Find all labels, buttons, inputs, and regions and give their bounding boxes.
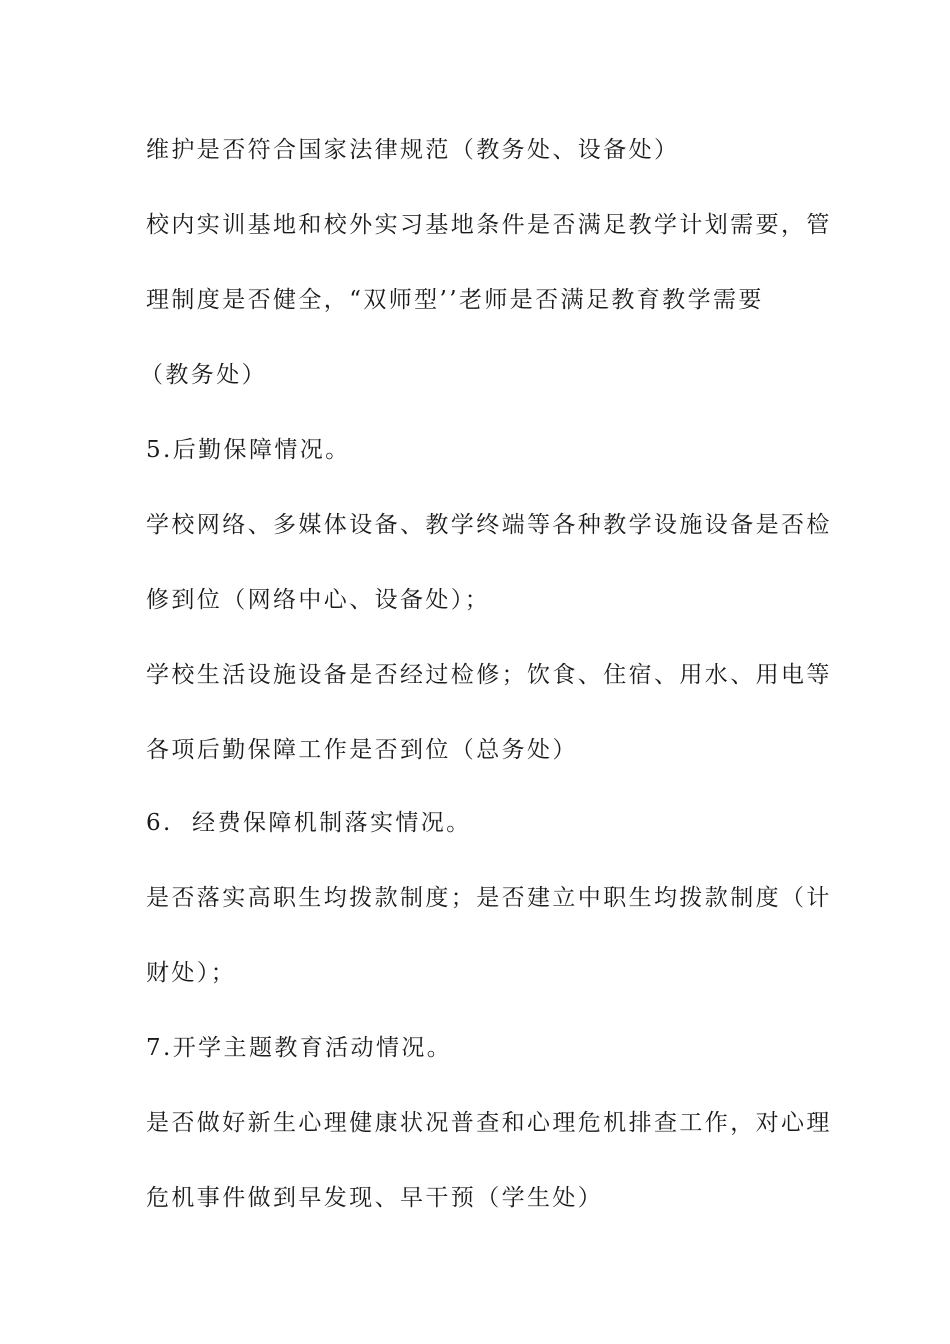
text-line-8: 学校生活设施设备是否经过检修；饮食、住宿、用水、用电等	[146, 662, 832, 688]
section-heading-6: 6. 经费保障机制落实情况。	[146, 810, 472, 836]
text-line-11: 是否落实高职生均拨款制度；是否建立中职生均拨款制度（计	[146, 885, 832, 911]
section-heading-5: 5.后勤保障情况。	[146, 437, 351, 463]
text-line-6: 学校网络、多媒体设备、教学终端等各种教学设施设备是否检	[146, 512, 832, 538]
text-line-15: 危机事件做到早发现、早干预（学生处）	[146, 1185, 604, 1211]
text-line-9: 各项后勤保障工作是否到位（总务处）	[146, 737, 578, 763]
text-line-7: 修到位（网络中心、设备处）；	[146, 587, 491, 613]
text-line-2: 校内实训基地和校外实习基地条件是否满足教学计划需要，管	[146, 212, 832, 238]
text-line-1: 维护是否符合国家法律规范（教务处、设备处）	[146, 137, 680, 163]
text-line-4: （教务处）	[140, 362, 267, 388]
text-line-3: 理制度是否健全，“双师型’’老师是否满足教育教学需要	[146, 287, 764, 313]
section-heading-7: 7.开学主题教育活动情况。	[146, 1035, 453, 1061]
text-line-14: 是否做好新生心理健康状况普查和心理危机排查工作，对心理	[146, 1110, 832, 1136]
text-line-12: 财处）；	[146, 960, 237, 986]
